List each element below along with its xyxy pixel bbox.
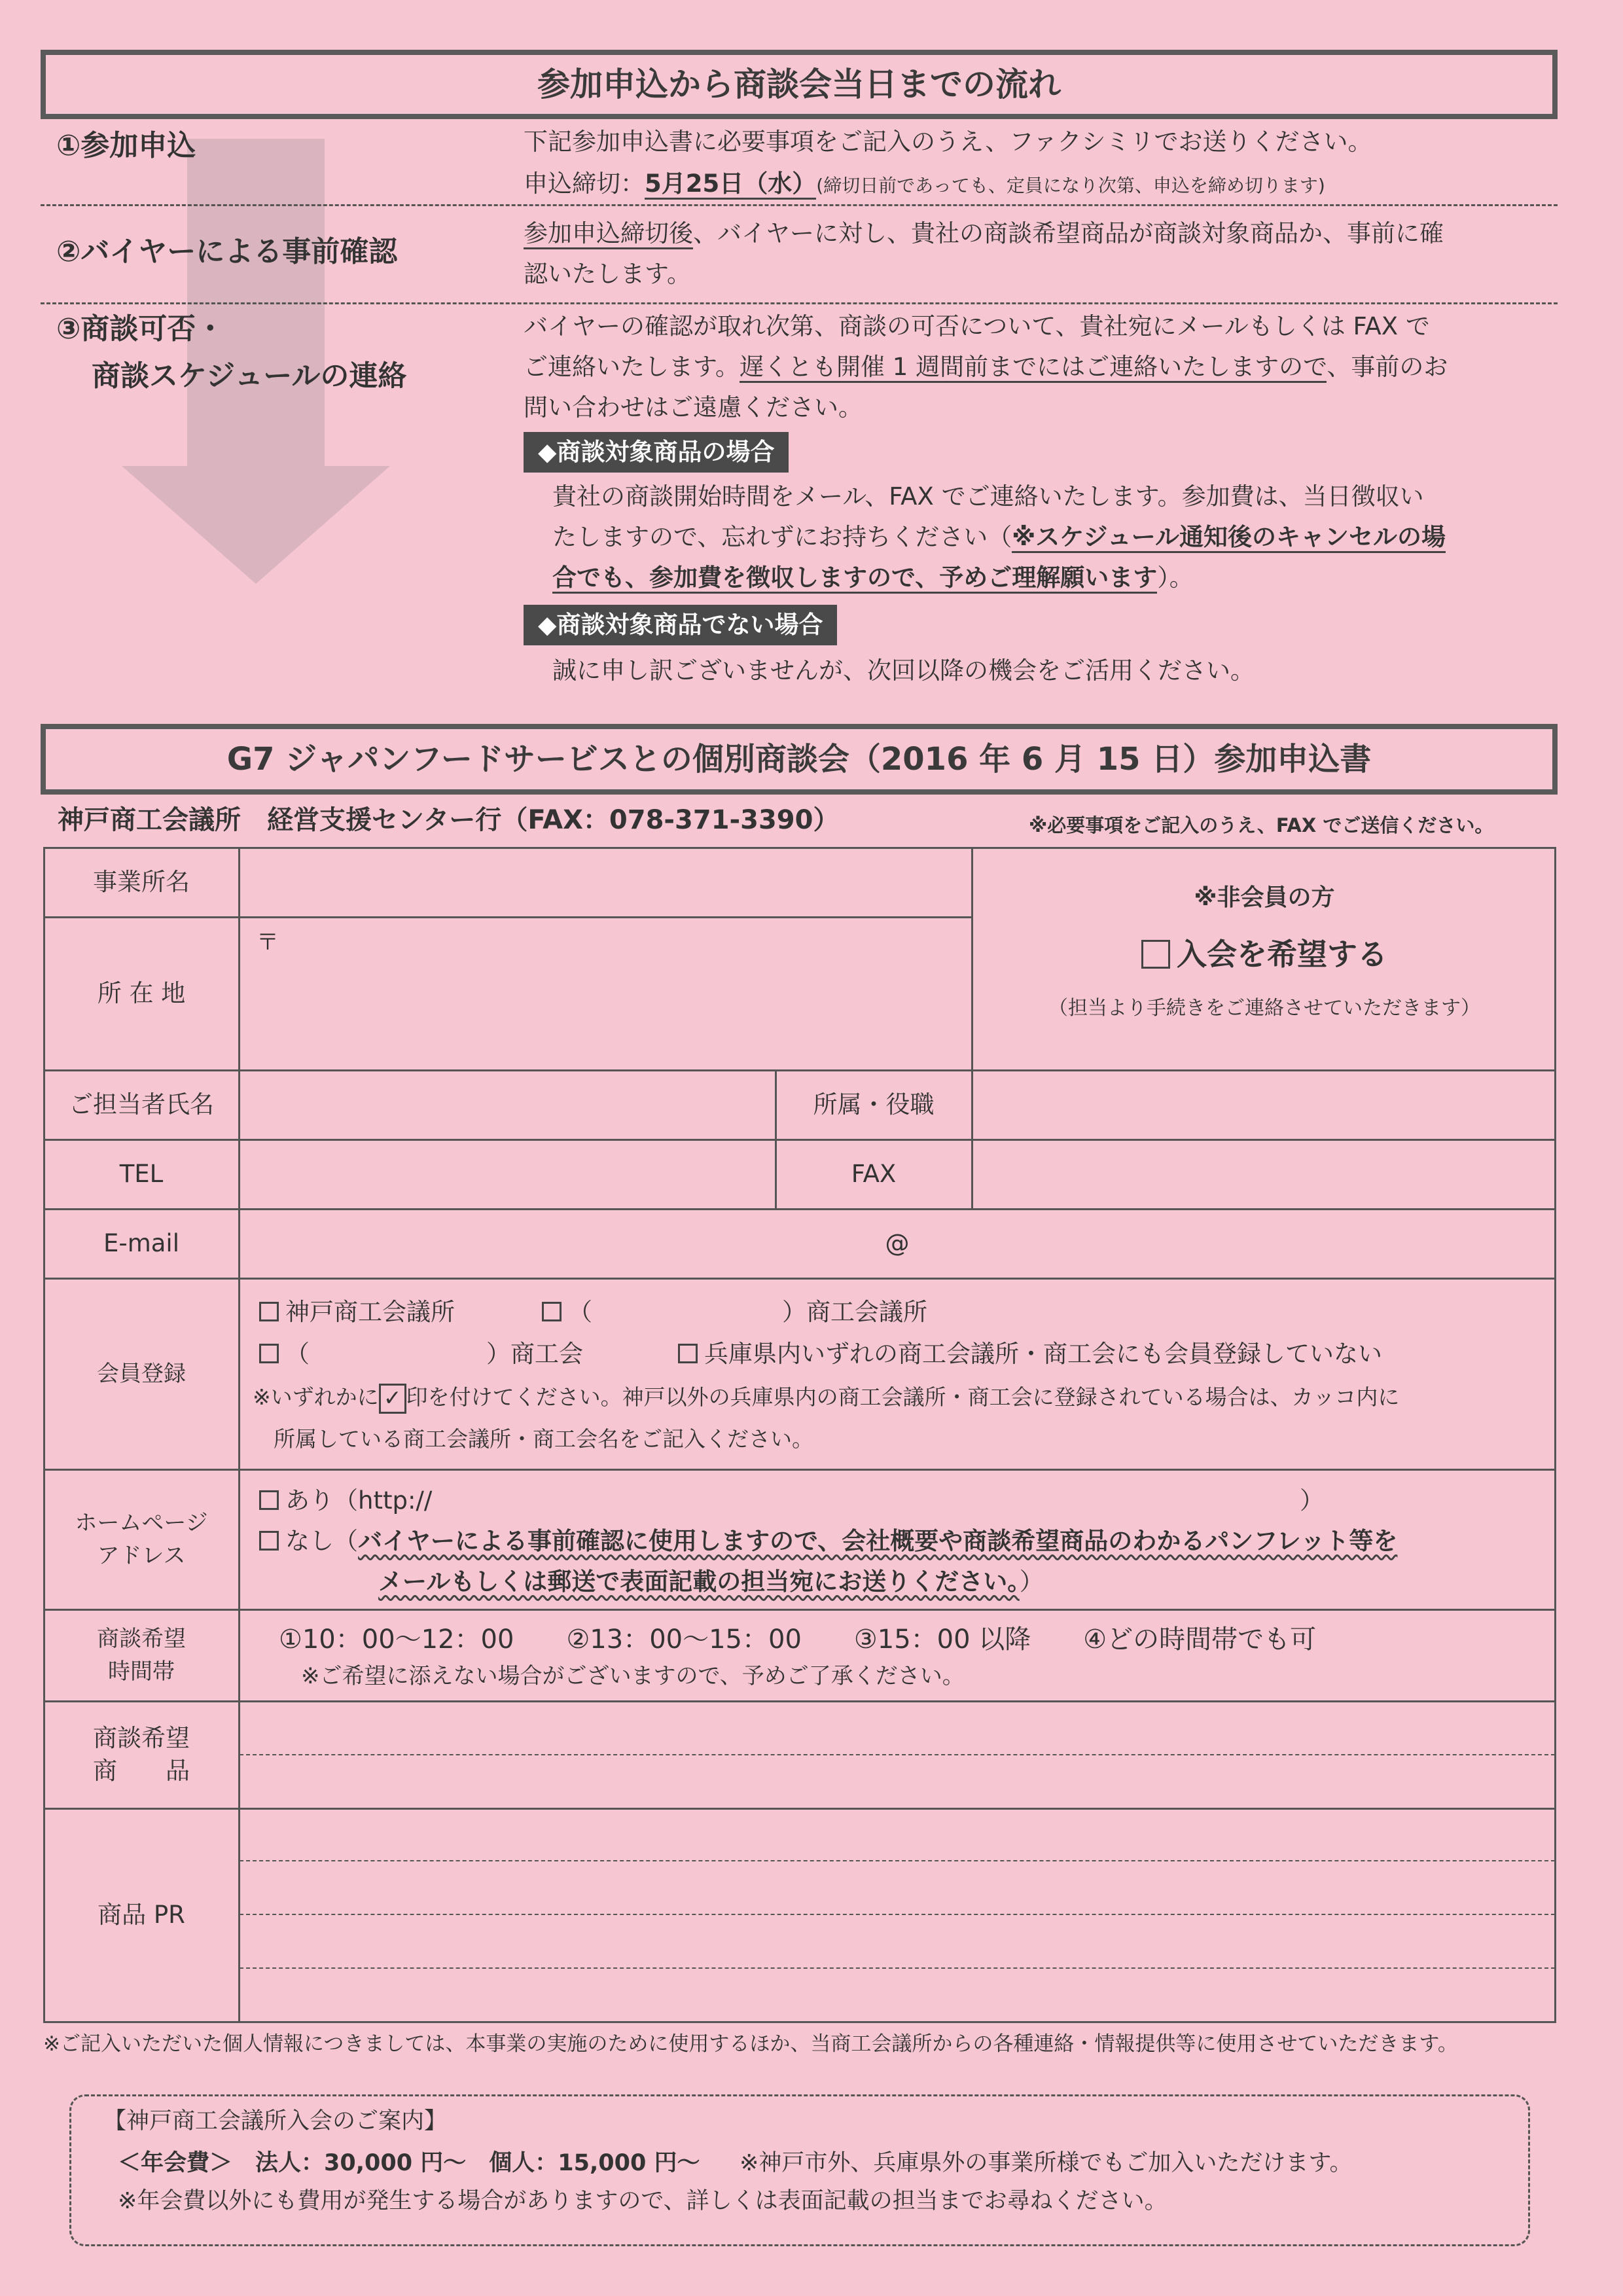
target-product-text-2 xyxy=(552,517,1446,558)
target-product-text-3 xyxy=(552,558,1194,598)
homepage-label xyxy=(45,1470,238,1609)
office-name-field[interactable] xyxy=(241,850,970,915)
membership-row-1 xyxy=(259,1292,927,1333)
step-2-label: ②バイヤーによる事前確認 xyxy=(56,235,398,268)
dept-title-label: 所属・役職 xyxy=(813,1090,935,1119)
checkbox[interactable] xyxy=(542,1302,562,1321)
target-product-tag: ◆商談対象商品の場合 xyxy=(524,432,789,473)
homepage-yes-label: あり（http:// xyxy=(285,1486,433,1515)
table-line xyxy=(43,1278,1556,1280)
postal-mark: 〒 xyxy=(257,929,279,956)
office-name-label: 事業所名 xyxy=(93,868,190,896)
product-label xyxy=(45,1702,238,1808)
time-note: ※ご希望に添えない場合がございますので、予めご了承ください。 xyxy=(301,1663,965,1689)
membership-opt-shokokai-open: （ xyxy=(285,1340,310,1368)
form-recipient-note: ※必要事項をご記入のうえ、FAX でご送信ください。 xyxy=(1029,814,1494,836)
homepage-url-close: ） xyxy=(1300,1486,1324,1515)
product-field[interactable] xyxy=(241,1703,1554,1806)
join-wish[interactable] xyxy=(974,929,1555,979)
cancel-warning-2: 合でも、参加費を徴収しますので、予めご理解願います xyxy=(552,564,1157,594)
checkbox[interactable] xyxy=(259,1490,279,1510)
homepage-label-1: ホームページ xyxy=(75,1510,208,1536)
homepage-no-close: ） xyxy=(1019,1568,1044,1596)
checkbox[interactable] xyxy=(259,1344,279,1363)
step-1-text: 下記参加申込書に必要事項をご記入のうえ、ファクシミリでお送りください。 xyxy=(524,128,1372,156)
homepage-no-note-2: メールもしくは郵送で表面記載の担当宛にお送りください。 xyxy=(378,1568,1020,1596)
checkbox[interactable] xyxy=(259,1531,279,1551)
table-line xyxy=(43,1208,1556,1210)
membership-cost-note: ※年会費以外にも費用が発生する場合がありますので、詳しくは表面記載の担当までお尋ねください。 xyxy=(118,2188,1168,2214)
membership-opt-shokokai[interactable] xyxy=(259,1340,583,1368)
membership-note-1 xyxy=(253,1377,1399,1418)
table-line xyxy=(43,1469,1556,1471)
step-3-label-1: ③商談可否・ xyxy=(56,312,225,346)
target-product-text-2a: たしますので、忘れずにお持ちください（ xyxy=(552,523,1012,551)
homepage-yes[interactable] xyxy=(259,1480,432,1521)
divider xyxy=(41,204,1558,206)
target-product-text-1: 貴社の商談開始時間をメール、FAX でご連絡いたします。参加費は、当日徴収い xyxy=(552,482,1424,511)
table-line xyxy=(43,1808,1556,1810)
address-label: 所 在 地 xyxy=(97,979,186,1007)
step-3-text-3: 問い合わせはご遠慮ください。 xyxy=(524,393,863,422)
step-1-label: ①参加申込 xyxy=(56,129,196,162)
table-line xyxy=(43,2021,1556,2023)
homepage-no-label: なし（ xyxy=(285,1527,358,1555)
nonmember-title: ※非会員の方 xyxy=(1194,884,1335,911)
cancel-warning-1: ※スケジュール通知後のキャンセルの場 xyxy=(1012,523,1446,553)
membership-info-title: 【神戸商工会議所入会のご案内】 xyxy=(103,2108,448,2134)
membership-opt-other-cci[interactable] xyxy=(542,1292,927,1333)
membership-opt-kobe[interactable] xyxy=(259,1298,455,1326)
join-checkbox[interactable] xyxy=(1141,940,1170,969)
deadline-date: 5月25日（水） xyxy=(645,170,816,200)
membership-fee-note: ※神戸市外、兵庫県外の事業所様でもご加入いただけます。 xyxy=(740,2150,1353,2176)
homepage-no[interactable] xyxy=(259,1521,1397,1562)
step-3-label-2: 商談スケジュールの連絡 xyxy=(92,359,407,393)
tel-label: TEL xyxy=(119,1160,164,1188)
time-label-2: 時間帯 xyxy=(108,1659,175,1685)
address-field[interactable] xyxy=(241,919,970,1068)
time-label xyxy=(45,1610,238,1700)
table-line xyxy=(238,847,240,2023)
flow-section-title: 参加申込から商談会当日までの流れ xyxy=(41,50,1558,119)
step-3-text-2b: 、事前のお xyxy=(1327,353,1448,381)
contact-name-field[interactable] xyxy=(241,1072,774,1138)
step-3-underlined: 遅くとも開催 1 週間前までにはご連絡いたしますので xyxy=(740,353,1327,383)
join-note: （担当より手続きをご連絡させていただきます） xyxy=(1048,997,1480,1020)
membership-opt-other-cci-open: （ xyxy=(568,1298,592,1326)
membership-label: 会員登録 xyxy=(97,1361,186,1387)
pr-field[interactable] xyxy=(241,1810,1554,2020)
fax-label: FAX xyxy=(851,1160,897,1188)
step-2-text xyxy=(524,213,1444,254)
product-label-2: 商 品 xyxy=(93,1757,190,1785)
table-line xyxy=(43,1700,1556,1702)
checkbox[interactable] xyxy=(678,1344,698,1363)
membership-opt-none-label: 兵庫県内いずれの商工会議所・商工会にも会員登録していない xyxy=(704,1340,1382,1368)
membership-note-2: 所属している商工会議所・商工会名をご記入ください。 xyxy=(274,1426,813,1452)
membership-note-1a: ※いずれかに xyxy=(253,1384,379,1410)
step-2-underlined: 参加申込締切後 xyxy=(524,219,693,249)
step-3-text-2 xyxy=(524,347,1448,387)
tel-field[interactable] xyxy=(241,1141,774,1207)
privacy-note: ※ご記入いただいた個人情報につきましては、本事業の実施のために使用するほか、当商工会議所からの各種連絡・情報提供等に使用させていただきます。 xyxy=(43,2032,1458,2056)
table-line xyxy=(971,1069,973,1210)
target-product-text-3c: ）。 xyxy=(1157,564,1194,592)
membership-row-2 xyxy=(259,1334,1382,1374)
join-wish-label: 入会を希望する xyxy=(1177,937,1387,972)
non-target-product-text: 誠に申し訳ございませんが、次回以降の機会をご活用ください。 xyxy=(552,656,1255,685)
homepage-no-2 xyxy=(378,1562,1044,1602)
fax-field[interactable] xyxy=(974,1141,1554,1207)
deadline-prefix: 申込締切： xyxy=(524,170,645,198)
table-line xyxy=(43,1609,1556,1611)
form-recipient: 神戸商工会議所 経営支援センター行（FAX：078-371-3390） xyxy=(58,805,840,835)
table-line xyxy=(43,847,1556,849)
membership-fee: ＜年会費＞ 法人：30,000 円～ 個人：15,000 円～ xyxy=(118,2150,700,2176)
membership-opt-none[interactable] xyxy=(678,1334,1382,1374)
membership-opt-other-cci-label: ）商工会議所 xyxy=(782,1298,927,1326)
homepage-no-note-1: バイヤーによる事前確認に使用しますので、会社概要や商談希望商品のわかるパンフレット等を xyxy=(358,1527,1398,1555)
check-mark-icon: ✓ xyxy=(379,1384,406,1414)
deadline-note: (締切日前であっても、定員になり次第、申込を締め切ります) xyxy=(816,175,1325,196)
form-title: G7 ジャパンフードサービスとの個別商談会（2016 年 6 月 15 日）参加申込書 xyxy=(41,724,1558,795)
membership-opt-kobe-label: 神戸商工会議所 xyxy=(285,1298,455,1326)
membership-note-1b: 印を付けてください。神戸以外の兵庫県内の商工会議所・商工会に登録されている場合は、カッコ内に xyxy=(406,1384,1400,1410)
pr-label: 商品 PR xyxy=(98,1901,185,1929)
email-field[interactable] xyxy=(241,1211,1554,1276)
step-3-text-2a: ご連絡いたします。 xyxy=(524,353,740,381)
step-2-text-2: 認いたします。 xyxy=(524,260,692,288)
checkbox[interactable] xyxy=(259,1302,279,1321)
time-slots[interactable]: ①10：00～12：00 ②13：00～15：00 ③15：00 以降 ④どの時間帯でも可 xyxy=(279,1624,1317,1655)
homepage-label-2: アドレス xyxy=(97,1543,186,1569)
product-label-1: 商談希望 xyxy=(93,1724,190,1752)
time-label-1: 商談希望 xyxy=(97,1626,186,1652)
non-target-product-tag: ◆商談対象商品でない場合 xyxy=(524,605,837,645)
at-sign: @ xyxy=(885,1229,910,1257)
step-3-text-1: バイヤーの確認が取れ次第、商談の可否について、貴社宛にメールもしくは FAX で xyxy=(524,312,1430,340)
step-2-rest: 、バイヤーに対し、貴社の商談希望商品が商談対象商品か、事前に確 xyxy=(693,219,1444,247)
membership-opt-shokokai-label: ）商工会 xyxy=(486,1340,583,1368)
contact-name-label: ご担当者氏名 xyxy=(69,1090,214,1119)
divider xyxy=(41,302,1558,304)
dept-title-field[interactable] xyxy=(974,1072,1554,1138)
step-1-deadline xyxy=(524,164,1325,206)
email-label: E-mail xyxy=(103,1229,179,1257)
